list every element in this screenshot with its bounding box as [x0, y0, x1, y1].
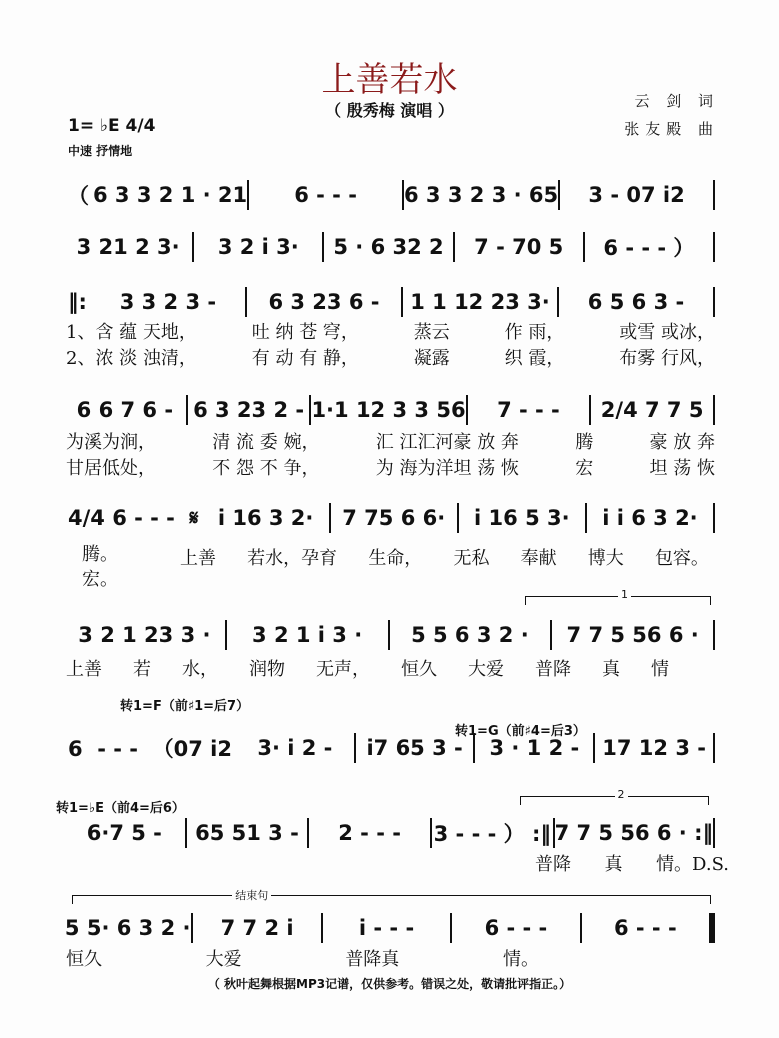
lyric-phrase: 甘居低处，	[66, 458, 156, 479]
staff-row	[64, 733, 715, 763]
measure: 3· i 2 -	[257, 736, 333, 760]
lyric-line	[66, 344, 715, 370]
lyric-phrase: 情。D.S.	[656, 854, 729, 875]
lyric-phrase: 若水，孕育	[247, 548, 338, 569]
measure: 2 - - -	[338, 821, 401, 845]
lyric-phrase: 布雾 行风，	[619, 348, 715, 369]
lyric-phrase: 1、含 蕴 天地，	[66, 322, 197, 343]
measure: 3 · 1 2 -	[489, 736, 580, 760]
volta-2	[520, 788, 709, 805]
measure: 1 1 12 23 3·	[410, 290, 550, 314]
measure: 3 - - - ） :‖	[433, 822, 551, 846]
staff-row	[64, 232, 715, 262]
lyric-phrase: 普降	[535, 854, 571, 875]
measure: 3 21 2 3·	[76, 235, 180, 259]
measure: 2/4 7 7 5	[600, 398, 704, 422]
lyric-phrase: 无声，	[316, 659, 370, 680]
bar-line	[713, 287, 715, 317]
staff-row	[64, 620, 715, 650]
tempo-marking: 中速 抒情地	[68, 144, 133, 158]
staff-prefix: 4/4 6 - - - 𝄋	[68, 505, 199, 530]
measure: 7 7 5 56 6 · :‖	[554, 821, 713, 845]
lyric-phrase: 恒久	[66, 949, 102, 970]
measure: 5 5· 6 3 2 ·	[64, 916, 191, 940]
bar-line	[713, 818, 715, 848]
lyric-phrase: 生命，	[368, 548, 423, 569]
measure: 6·7 5 -	[86, 821, 162, 845]
lyric-phrase: 为溪为涧，	[66, 432, 156, 453]
lyric-line	[535, 850, 729, 876]
bar-line	[713, 733, 715, 763]
lyric-phrase: 奉献	[520, 548, 557, 569]
lyric-line	[66, 428, 715, 454]
measure: 7 - 70 5	[474, 235, 564, 259]
measure: 1·1 12 3 3 56	[311, 398, 466, 422]
lyric-phrase: 大爱	[205, 949, 242, 970]
lyric-phrase: 润物	[249, 659, 285, 680]
staff-row	[64, 395, 715, 425]
lyric-line	[66, 945, 539, 971]
staff-row	[64, 818, 715, 848]
lyric-phrase: 清 流 委 婉，	[212, 432, 320, 453]
measure: 7 7 5 56 6 ·	[566, 623, 699, 647]
transcriber-note: （ 秋叶起舞根据MP3记谱，仅供参考。错误之处，敬请批评指正。）	[207, 977, 572, 991]
lyric-phrase: 织 霞，	[504, 348, 565, 369]
lyric-phrase: 普降	[535, 659, 571, 680]
measure: 6 3 23 6 -	[268, 290, 380, 314]
lyric-phrase: 汇 江汇河豪 放 奔	[375, 432, 519, 453]
staff-row	[64, 287, 715, 317]
measure: i i 6 3 2·	[602, 506, 698, 530]
lyric-v2-end: 宏。	[82, 569, 118, 590]
lyric-phrase: 大爱	[468, 659, 504, 680]
song-title: 上善若水	[321, 60, 458, 100]
measure: 6 5 6 3 -	[587, 290, 685, 314]
performer: （ 殷秀梅 演唱 ）	[325, 101, 454, 120]
lyric-phrase: 2、浓 淡 浊清，	[66, 348, 197, 369]
volta-1-label: 1	[618, 588, 631, 601]
bar-line	[713, 232, 715, 262]
measure: 3 2 1 23 3 ·	[78, 623, 211, 647]
staff-row	[64, 180, 715, 210]
lyric-phrase: 有 动 有 静，	[251, 348, 359, 369]
lyric-phrase: 水，	[182, 659, 218, 680]
lyric-phrase: 恒久	[401, 659, 437, 680]
modulation-f: 转1=F（前♯1=后7）	[120, 699, 250, 714]
measure: 6 - - - ）	[603, 236, 695, 260]
lyric-phrase: 作 雨，	[504, 322, 565, 343]
staff-prefix: ‖:	[68, 290, 87, 314]
measure: i 16 5 3·	[474, 506, 570, 530]
modulation-g: 转1=G（前♯4=后3）	[455, 724, 586, 739]
coda-bracket	[72, 889, 711, 904]
lyric-phrase: 情	[651, 659, 669, 680]
modulation-eb: 转1=♭E（前4=后6）	[56, 801, 185, 816]
staff-row	[64, 913, 715, 943]
bar-line	[713, 395, 715, 425]
measure: 17 12 3 -	[602, 736, 706, 760]
lyric-phrase: 蒸云	[413, 322, 450, 343]
bar-line	[713, 620, 715, 650]
lyric-phrase: 凝露	[413, 348, 450, 369]
measure: i - - -	[358, 916, 415, 940]
lyric-phrase: 情。	[502, 949, 539, 970]
bar-line	[713, 503, 715, 533]
lyric-line	[66, 655, 669, 681]
staff-row	[64, 503, 715, 533]
measure: 7 7 2 i	[220, 916, 294, 940]
lyric-phrase: 无私	[453, 548, 490, 569]
lyric-phrase: 为 海为洋坦 荡 恢	[375, 458, 519, 479]
lyric-phrase: 豪 放 奔	[649, 432, 715, 453]
staff-prefix: 6 - - - （07 i2	[68, 737, 232, 761]
lyric-phrase: 普降真	[345, 949, 400, 970]
lyric-phrase: 宏	[575, 458, 594, 479]
lyric-v1-end: 腾。	[82, 544, 118, 565]
lyric-phrase: 不 怨 不 争，	[212, 458, 320, 479]
measure: 3 3 2 3 -	[119, 290, 217, 314]
measure: 3 2 1 i 3 ·	[252, 623, 363, 647]
measure: 65 51 3 -	[195, 821, 299, 845]
measure: 6 - - -	[484, 916, 548, 940]
measure: i7 65 3 -	[366, 736, 463, 760]
lyric-phrase: 吐 纳 苍 穹，	[251, 322, 359, 343]
lyric-phrase: 腾	[575, 432, 594, 453]
measure: 5 · 6 32 2	[333, 235, 444, 259]
measure: 7 75 6 6·	[342, 506, 446, 530]
lyric-phrase: 上善	[180, 548, 216, 569]
bar-line	[713, 180, 715, 210]
measure: 6 - - -	[294, 183, 357, 207]
lyric-line	[180, 544, 709, 570]
lyric-line	[66, 454, 715, 480]
coda-label: 结束句	[232, 887, 271, 903]
lyric-phrase: 上善	[66, 659, 102, 680]
lyricist: 云 剑 词	[634, 92, 719, 110]
lyric-phrase: 真	[604, 854, 623, 875]
final-barline	[709, 913, 715, 943]
lyric-line	[66, 318, 715, 344]
measure: 3 2 i 3·	[217, 235, 299, 259]
volta-2-label: 2	[615, 788, 628, 801]
measure: i 16 3 2·	[217, 506, 314, 530]
lyric-phrase: 包容。	[654, 548, 709, 569]
lyric-phrase: 或雪 或冰，	[619, 322, 715, 343]
composer: 张友殿 曲	[624, 120, 719, 138]
lyric-phrase: 博大	[587, 548, 624, 569]
measure: 6 3 3 2 3 · 65	[404, 183, 559, 207]
measure: 7 - - -	[497, 398, 560, 422]
measure: 3 - 07 i2	[588, 183, 685, 207]
staff-prefix: （	[68, 184, 89, 208]
key-signature: 1= ♭E 4/4	[68, 116, 156, 136]
measure: 6 - - -	[613, 916, 677, 940]
measure: 5 5 6 3 2 ·	[411, 623, 529, 647]
lyric-phrase: 真	[602, 659, 620, 680]
lyric-phrase: 若	[133, 659, 151, 680]
measure: 6 6 7 6 -	[76, 398, 174, 422]
volta-1	[525, 588, 711, 605]
lyric-phrase: 坦 荡 恢	[649, 458, 715, 479]
measure: 6 3 23 2 -	[193, 398, 305, 422]
measure: 6 3 3 2 1 · 21	[93, 183, 248, 207]
